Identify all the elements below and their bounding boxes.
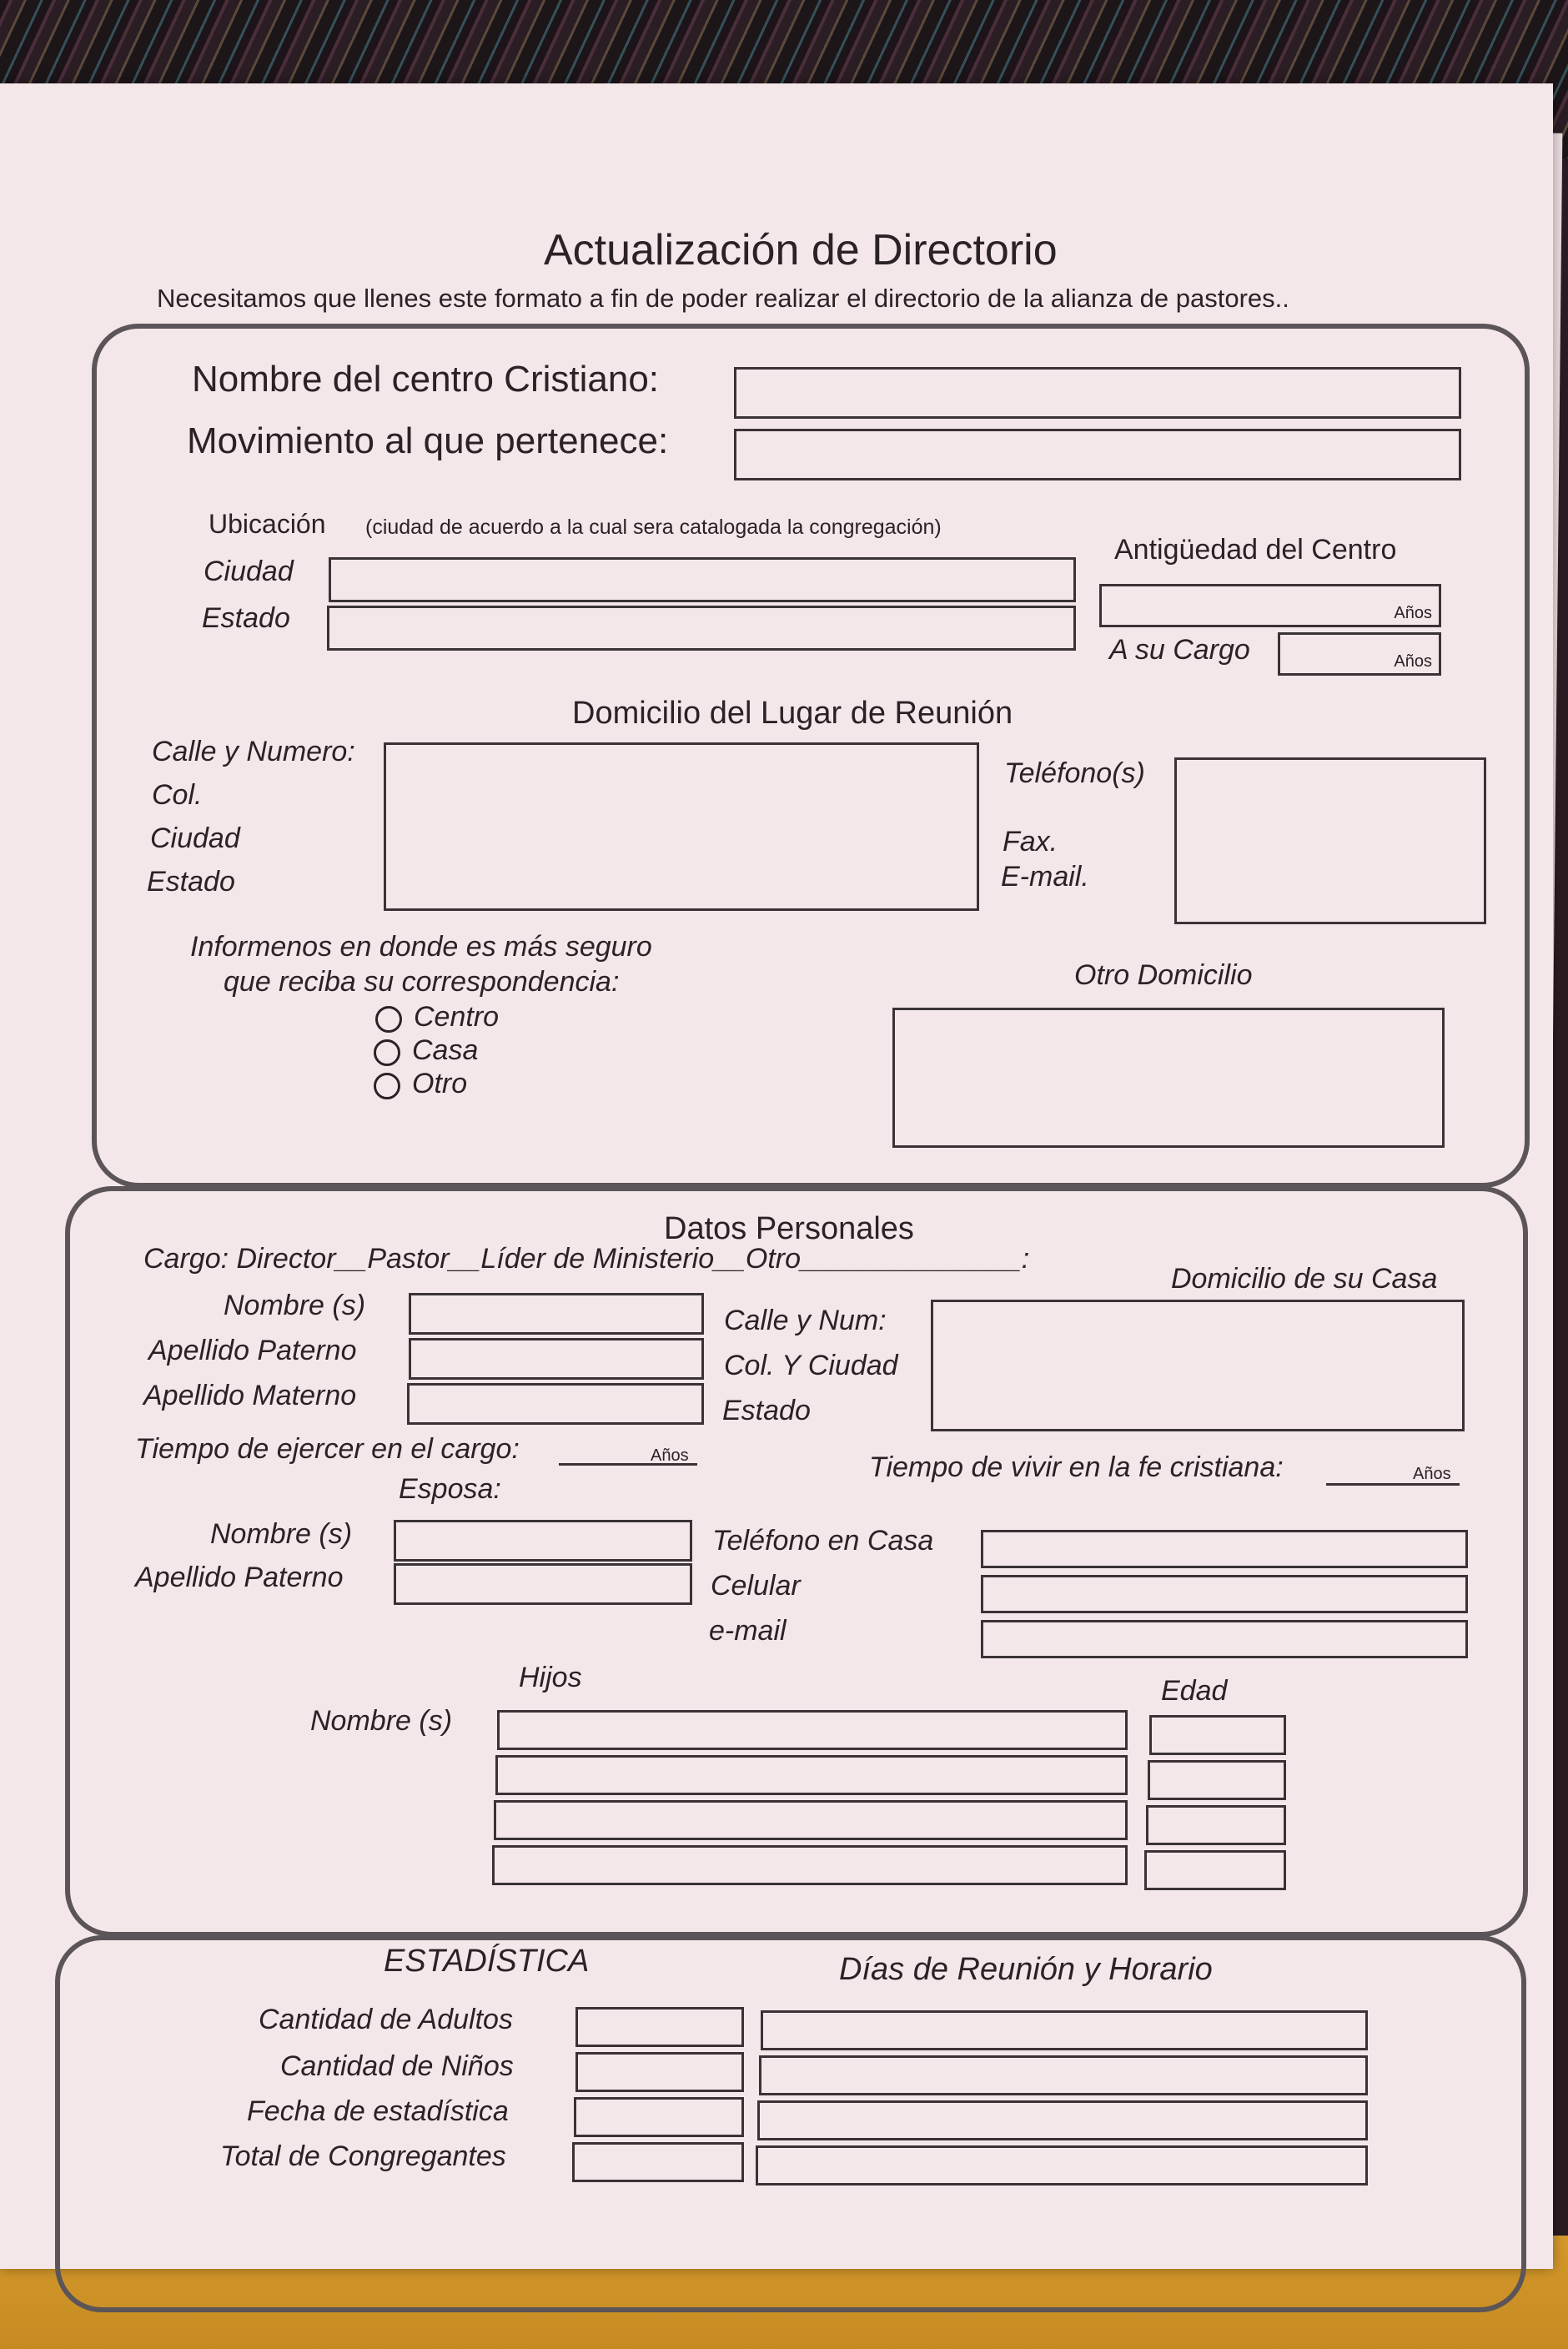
nombre-field[interactable] <box>409 1293 704 1335</box>
estado-field[interactable] <box>327 606 1076 651</box>
antiguedad-heading: Antigüedad del Centro <box>1114 534 1397 566</box>
email-label: E-mail. <box>1001 861 1089 893</box>
ciudad-reunion-label: Ciudad <box>150 822 240 854</box>
adultos-label: Cantidad de Adultos <box>259 2004 513 2035</box>
estado-reunion-label: Estado <box>147 866 235 898</box>
ciudad-label: Ciudad <box>204 556 294 587</box>
esposa-apellido-label: Apellido Paterno <box>135 1562 344 1593</box>
horario-field[interactable] <box>756 2145 1368 2186</box>
hijo-nombre-field[interactable] <box>492 1845 1128 1885</box>
esposa-apellido-field[interactable] <box>394 1563 692 1605</box>
otro-domicilio-field[interactable] <box>892 1008 1445 1148</box>
esposa-nombre-field[interactable] <box>394 1520 692 1562</box>
anos-fe-unit: Años <box>1413 1465 1451 1483</box>
hijos-nombre-label: Nombre (s) <box>310 1705 453 1737</box>
domicilio-casa-field[interactable] <box>931 1300 1465 1431</box>
nombre-label: Nombre (s) <box>224 1290 366 1321</box>
radio-centro-label: Centro <box>414 1001 500 1033</box>
ciudad-field[interactable] <box>329 557 1076 602</box>
anos-unit: Años <box>1394 604 1432 622</box>
form-sheet <box>0 83 1553 2269</box>
ninos-field[interactable] <box>575 2052 744 2092</box>
radio-centro[interactable] <box>375 1006 402 1033</box>
email-personal-field[interactable] <box>981 1620 1468 1658</box>
hijo-edad-field[interactable] <box>1144 1850 1286 1890</box>
radio-otro[interactable] <box>374 1073 400 1099</box>
domicilio-casa-label: Domicilio de su Casa <box>1171 1263 1438 1295</box>
total-field[interactable] <box>572 2142 744 2182</box>
col-ciudad-label: Col. Y Ciudad <box>724 1350 898 1381</box>
correspondencia-line2: que reciba su correspondencia: <box>224 966 620 998</box>
col-label: Col. <box>152 779 203 811</box>
ubicacion-note: (ciudad de acuerdo a la cual sera catalogada la congregación) <box>365 516 942 539</box>
calle-num-label: Calle y Num: <box>724 1305 887 1336</box>
hijo-edad-field[interactable] <box>1149 1715 1286 1755</box>
form-title: Actualización de Directorio <box>544 226 1058 274</box>
estado-casa-label: Estado <box>722 1395 811 1426</box>
hijo-nombre-field[interactable] <box>497 1710 1128 1750</box>
telefonos-field[interactable] <box>1174 757 1486 924</box>
adultos-field[interactable] <box>575 2007 744 2047</box>
fecha-label: Fecha de estadística <box>247 2095 509 2127</box>
hijos-label: Hijos <box>519 1662 582 1693</box>
horario-field[interactable] <box>759 2055 1368 2095</box>
total-label: Total de Congregantes <box>220 2140 506 2172</box>
a-su-cargo-field[interactable] <box>1278 632 1441 676</box>
hijo-nombre-field[interactable] <box>495 1755 1128 1795</box>
radio-otro-label: Otro <box>412 1068 468 1099</box>
celular-field[interactable] <box>981 1575 1468 1613</box>
tiempo-cargo-label: Tiempo de ejercer en el cargo: <box>135 1433 520 1465</box>
personales-heading: Datos Personales <box>664 1211 914 1246</box>
radio-casa[interactable] <box>374 1039 400 1066</box>
estado-label: Estado <box>202 602 290 634</box>
correspondencia-line1: Informenos en donde es más seguro <box>190 931 652 963</box>
ubicacion-heading: Ubicación <box>209 509 326 539</box>
email-personal-label: e-mail <box>709 1615 787 1647</box>
domicilio-reunion-field[interactable] <box>384 742 979 911</box>
nombre-centro-label: Nombre del centro Cristiano: <box>192 359 660 400</box>
fax-label: Fax. <box>1003 826 1058 858</box>
estadistica-heading: ESTADÍSTICA <box>384 1944 590 1979</box>
movimiento-label: Movimiento al que pertenece: <box>187 420 669 461</box>
esposa-label: Esposa: <box>399 1473 501 1505</box>
hijo-nombre-field[interactable] <box>494 1800 1128 1840</box>
hijo-edad-field[interactable] <box>1148 1760 1286 1800</box>
ninos-label: Cantidad de Niños <box>280 2050 514 2082</box>
a-su-cargo-label: A su Cargo <box>1109 634 1250 666</box>
apellido-materno-label: Apellido Materno <box>143 1380 357 1411</box>
horario-field[interactable] <box>761 2010 1368 2050</box>
esposa-nombre-label: Nombre (s) <box>210 1518 353 1550</box>
celular-label: Celular <box>711 1570 801 1602</box>
horario-field[interactable] <box>757 2100 1368 2140</box>
domicilio-heading: Domicilio del Lugar de Reunión <box>572 696 1013 731</box>
calle-label: Calle y Numero: <box>152 736 355 767</box>
anos-cargo-unit: Años <box>651 1446 689 1465</box>
otro-domicilio-label: Otro Domicilio <box>1074 959 1253 991</box>
fecha-field[interactable] <box>574 2097 744 2137</box>
apellido-materno-field[interactable] <box>407 1383 704 1425</box>
radio-casa-label: Casa <box>412 1034 479 1066</box>
cargo-line: Cargo: Director__Pastor__Líder de Ministerio__Otro______________: <box>143 1243 1030 1275</box>
dias-heading: Días de Reunión y Horario <box>839 1952 1213 1987</box>
edad-label: Edad <box>1161 1675 1228 1707</box>
tiempo-fe-label: Tiempo de vivir en la fe cristiana: <box>869 1451 1284 1483</box>
form-intro: Necesitamos que llenes este formato a fin de poder realizar el directorio de la alianza de pastores.. <box>157 284 1289 313</box>
telefonos-label: Teléfono(s) <box>1004 757 1145 789</box>
nombre-centro-field[interactable] <box>734 367 1461 419</box>
telefono-casa-label: Teléfono en Casa <box>712 1525 934 1557</box>
apellido-paterno-label: Apellido Paterno <box>148 1335 357 1366</box>
telefono-casa-field[interactable] <box>981 1530 1468 1568</box>
anos-unit: Años <box>1394 652 1432 671</box>
antiguedad-field[interactable] <box>1099 584 1441 627</box>
apellido-paterno-field[interactable] <box>409 1338 704 1380</box>
movimiento-field[interactable] <box>734 429 1461 480</box>
hijo-edad-field[interactable] <box>1146 1805 1286 1845</box>
